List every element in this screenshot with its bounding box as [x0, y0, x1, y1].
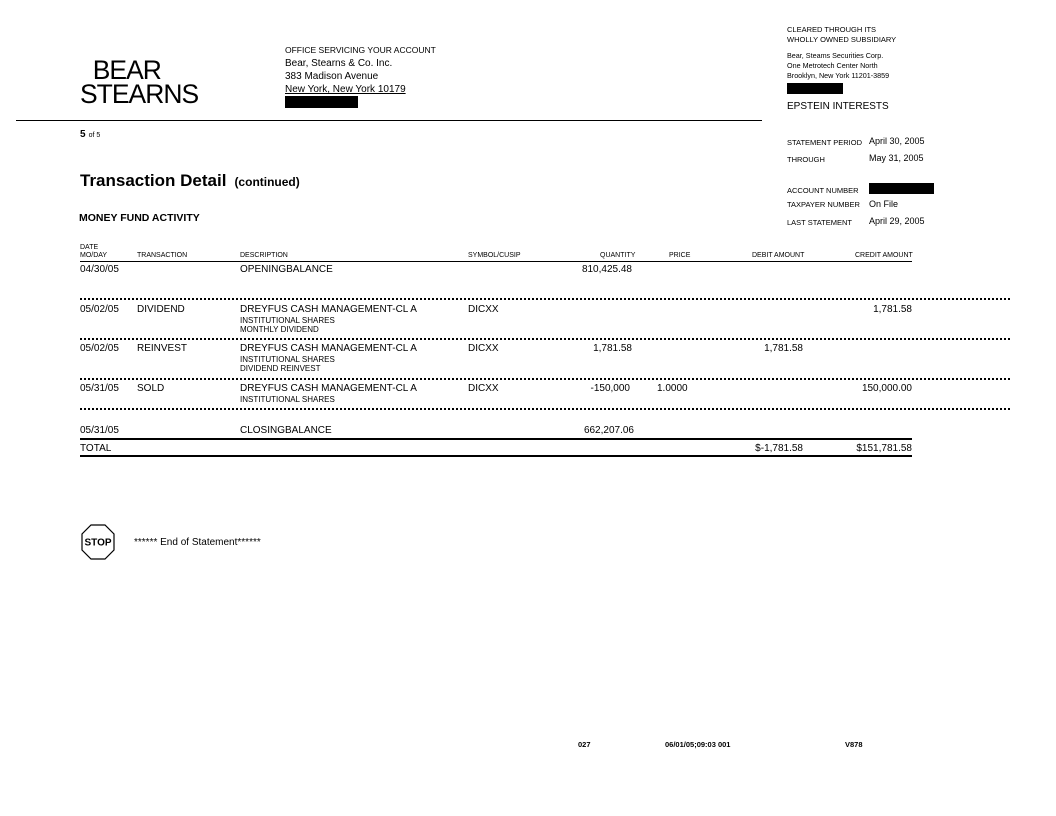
col-transaction: TRANSACTION — [137, 252, 188, 259]
last-statement-value: April 29, 2005 — [869, 216, 925, 226]
office-name: Bear, Stearns & Co. Inc. — [285, 58, 393, 69]
footer-code-2: V878 — [845, 740, 863, 749]
total-credit: $151,781.58 — [856, 443, 912, 454]
row-quantity: 662,207.06 — [583, 425, 634, 436]
row-detail: DIVIDEND REINVEST — [240, 364, 321, 373]
logo-line-2: STEARNS — [80, 79, 199, 109]
clearing-line-1: CLEARED THROUGH ITS — [787, 25, 877, 34]
office-city: New York, New York 10179 — [285, 84, 406, 95]
logo-line-1: BEAR — [92, 55, 161, 85]
last-statement-label: LAST STATEMENT — [787, 218, 853, 227]
row-transaction: DIVIDEND — [137, 304, 185, 315]
stop-label: STOP — [84, 537, 112, 549]
row-symbol: DICXX — [468, 343, 499, 354]
col-description: DESCRIPTION — [240, 252, 288, 259]
redaction-bar — [285, 96, 358, 108]
row-detail: INSTITUTIONAL SHARES — [240, 395, 335, 404]
row-description: DREYFUS CASH MANAGEMENT-CL A — [240, 383, 417, 394]
office-heading: OFFICE SERVICING YOUR ACCOUNT — [285, 45, 436, 55]
through-value: May 31, 2005 — [869, 153, 924, 163]
clearing-street: One Metrotech Center North — [787, 61, 878, 70]
clearing-line-2: WHOLLY OWNED SUBSIDIARY — [787, 35, 897, 44]
taxpayer-value: On File — [869, 199, 899, 209]
row-divider — [80, 408, 1010, 410]
account-number-redaction — [869, 183, 934, 194]
section-heading: MONEY FUND ACTIVITY — [79, 212, 200, 224]
col-price: PRICE — [669, 252, 691, 259]
end-of-statement: ****** End of Statement****** — [134, 537, 261, 548]
office-address — [285, 44, 436, 108]
row-credit: 150,000.00 — [861, 383, 912, 394]
row-quantity: 1,781.58 — [593, 343, 632, 354]
col-date-top: DATE — [80, 244, 99, 251]
col-quantity: QUANTITY — [600, 252, 636, 259]
col-debit: DEBIT AMOUNT — [752, 252, 805, 259]
clearing-city: Brooklyn, New York 11201-3859 — [787, 71, 890, 80]
row-date: 05/31/05 — [80, 425, 119, 436]
header-divider — [16, 120, 762, 121]
page-indicator — [80, 129, 100, 140]
row-description: DREYFUS CASH MANAGEMENT-CL A — [240, 304, 417, 315]
row-detail: INSTITUTIONAL SHARES — [240, 355, 335, 364]
title-main: Transaction Detail — [80, 171, 227, 190]
office-street: 383 Madison Avenue — [285, 71, 379, 82]
footer-code-1: 027 — [578, 740, 591, 749]
header-rule — [80, 261, 912, 262]
row-quantity: 810,425.48 — [581, 264, 632, 275]
title-sub: (continued) — [234, 175, 300, 189]
row-debit: 1,781.58 — [764, 343, 803, 354]
row-price: 1.0000 — [657, 383, 688, 394]
taxpayer-label: TAXPAYER NUMBER — [787, 200, 860, 209]
row-credit: 1,781.58 — [873, 304, 912, 315]
row-transaction: REINVEST — [137, 343, 188, 354]
row-divider — [80, 338, 1010, 340]
row-divider — [80, 378, 1010, 380]
row-symbol: DICXX — [468, 383, 499, 394]
row-detail: MONTHLY DIVIDEND — [240, 325, 319, 334]
page-title — [80, 171, 300, 191]
account-number-label: ACCOUNT NUMBER — [787, 186, 859, 195]
row-description: OPENINGBALANCE — [240, 264, 333, 275]
account-holder-name: EPSTEIN INTERESTS — [787, 101, 889, 112]
row-symbol: DICXX — [468, 304, 499, 315]
stop-sign-icon — [81, 524, 115, 560]
row-date: 05/02/05 — [80, 343, 119, 354]
through-label: THROUGH — [787, 155, 825, 164]
row-description: CLOSINGBALANCE — [240, 425, 332, 436]
col-symbol: SYMBOL/CUSIP — [468, 252, 521, 259]
clearing-name: Bear, Steams Securities Corp. — [787, 51, 884, 60]
statement-period-value: April 30, 2005 — [869, 136, 925, 146]
total-top-rule — [80, 438, 912, 440]
total-debit: $-1,781.58 — [755, 443, 803, 454]
statement-period-label: STATEMENT PERIOD — [787, 138, 863, 147]
row-divider — [80, 298, 1010, 300]
total-label: TOTAL — [80, 443, 112, 454]
clearing-info — [787, 25, 896, 94]
footer-timestamp: 06/01/05;09:03 001 — [665, 740, 731, 749]
row-transaction: SOLD — [137, 383, 165, 394]
bear-stearns-logo — [80, 55, 199, 109]
row-detail: INSTITUTIONAL SHARES — [240, 316, 335, 325]
total-bottom-rule — [80, 455, 912, 457]
col-credit: CREDIT AMOUNT — [855, 252, 913, 259]
redaction-bar — [787, 83, 843, 94]
row-date: 04/30/05 — [80, 264, 119, 275]
col-date: MO/DAY — [80, 252, 108, 259]
row-description: DREYFUS CASH MANAGEMENT-CL A — [240, 343, 417, 354]
page-current: 5 — [80, 129, 86, 140]
row-quantity: -150,000 — [590, 383, 630, 394]
row-date: 05/31/05 — [80, 383, 119, 394]
row-date: 05/02/05 — [80, 304, 119, 315]
page-total: of 5 — [88, 132, 101, 139]
